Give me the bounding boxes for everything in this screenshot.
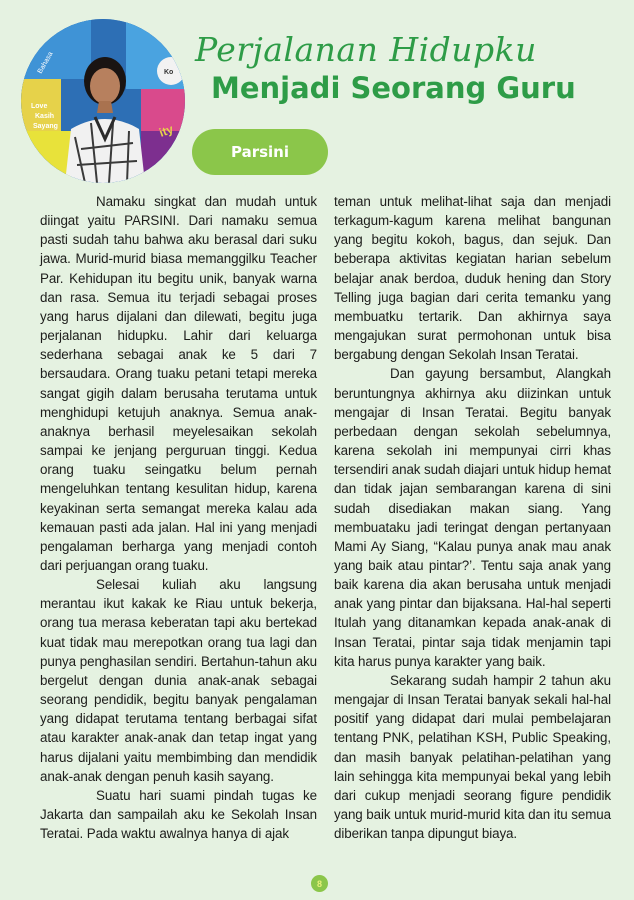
- photo-sign-text: Kasih: [35, 113, 55, 120]
- paragraph: Dan gayung bersambut, Alangkah beruntungnya akhirnya aku diizinkan untuk mengajar di Insan Teratai. Begitu banyak perbedaan dengan sekolah sebelumnya, karena sekolah ini mempunyai cirri khas tersendiri anak sudah diajari untuk hidup hemat dan tidak jajan sembarangan karena di sini sudah disediakan makan siang. Yang membuataku jadi teringat dengan pertanyaan Mami Ay Siang, “Kalau punya anak mau anak yang baik atau pintar?’. Tentu saja anak yang baik karena dia akan berusaha untuk menjadi anak yang pintar dan bijaksana. Hal-hal seperti Itulah yang ditanamkan kepada anak-anak di Insan Teratai, pintar saja tidak menjamin tapi kita harus punya karakter yang baik.: [334, 366, 611, 669]
- photo-sign-text: ity: [157, 121, 176, 140]
- photo-sign-text: Sayang: [33, 123, 58, 130]
- text-column-left: [40, 192, 317, 843]
- page-number: 8: [311, 875, 328, 892]
- title-line-2: Menjadi Seorang Guru: [211, 71, 576, 105]
- photo-sign-text: Ko: [164, 69, 174, 76]
- photo-sign-text: Love: [31, 103, 48, 110]
- title-line-1: Perjalanan Hidupku: [195, 30, 537, 69]
- author-name: Parsini: [230, 143, 289, 161]
- paragraph: Selesai kuliah aku langsung merantau ikut kakak ke Riau untuk bekerja, orang tua merasa keberatan tapi aku bertekad kuat tidak mau merepotkan orang tua lagi dan punya penghasilan sendiri. Bertahun-tahun aku bergelut dengan dunia anak-anak sebagai seorang pendidik, begitu banyak pengalaman yang didapat terutama tentang berbagai sifat atau karakter anak-anak dan tetap ingat yang harus dijalani yaitu membimbing dan mendidik anak-anak dengan penuh kasih sayang.: [40, 577, 317, 784]
- author-name-badge: [192, 129, 328, 175]
- paragraph-continued: teman untuk melihat-lihat saja dan menjadi terkagum-kagum karena melihat bangunan yang begitu kokoh, bagus, dan sejuk. Dan beberapa aktivitas kegiatan harian sebelum belajar anak berdoa, duduk hening dan Story Telling juga bagian dari cerita temanku yang membuatku tertarik. Dan akhirnya saya mengajukan surat permohonan untuk bisa bergabung dengan Sekolah Insan Teratai.: [334, 194, 611, 363]
- paragraph: Sekarang sudah hampir 2 tahun aku mengajar di Insan Teratai banyak sekali hal-hal positif yang didapat dari mulai pembelajaran tentang PNK, pelatihan KSH, Public Speaking, dan masih banyak pelatihan-pelatihan yang lain sehingga kita mempunyai bekal yang lebih dari cukup menjadi seorang figure pendidik yang baik untuk murid-murid kita dan itu semua diberikan tanpa dipungut biaya.: [334, 672, 611, 842]
- photo-sign-text: Bahasa: [36, 50, 55, 75]
- article-title: [195, 30, 625, 106]
- paragraph: Namaku singkat dan mudah untuk diingat yaitu PARSINI. Dari namaku semua pasti sudah tahu bahwa aku berasal dari suku jawa. Murid-murid biasa memanggilku Teacher Par. Kehidupan itu begitu unik, banyak warna dan rasa. Semua itu terjadi sebagai proses yang harus dijalani dan dilewati, begitu juga perjalanan hidupku. Lahir dari keluarga sederhana sebagai anak ke 5 dari 7 bersaudara. Orang tuaku petani tetapi mereka sangat gigih dalam berusaha terutama untuk menghidupi ketujuh anaknya. Semua anak-anaknya berhasil meyelesaikan sekolah sampai ke jenjang perguruan tinggi. Kedua orang tuaku seingatku belum pernah mengeluhkan tentang kesulitan hidup, karena keyakinan serta semangat mereka kalau ada kemauan pasti ada jalan. Hal ini yang menjadi pengalaman berharga yang menjadi contoh dari perjuangan orang tuaku.: [40, 194, 317, 573]
- text-column-right: [334, 192, 611, 843]
- paragraph: Suatu hari suami pindah tugas ke Jakarta dan sampailah aku ke Sekolah Insan Teratai. Pada waktu awalnya hanya di ajak: [40, 787, 317, 842]
- author-photo: [21, 19, 185, 183]
